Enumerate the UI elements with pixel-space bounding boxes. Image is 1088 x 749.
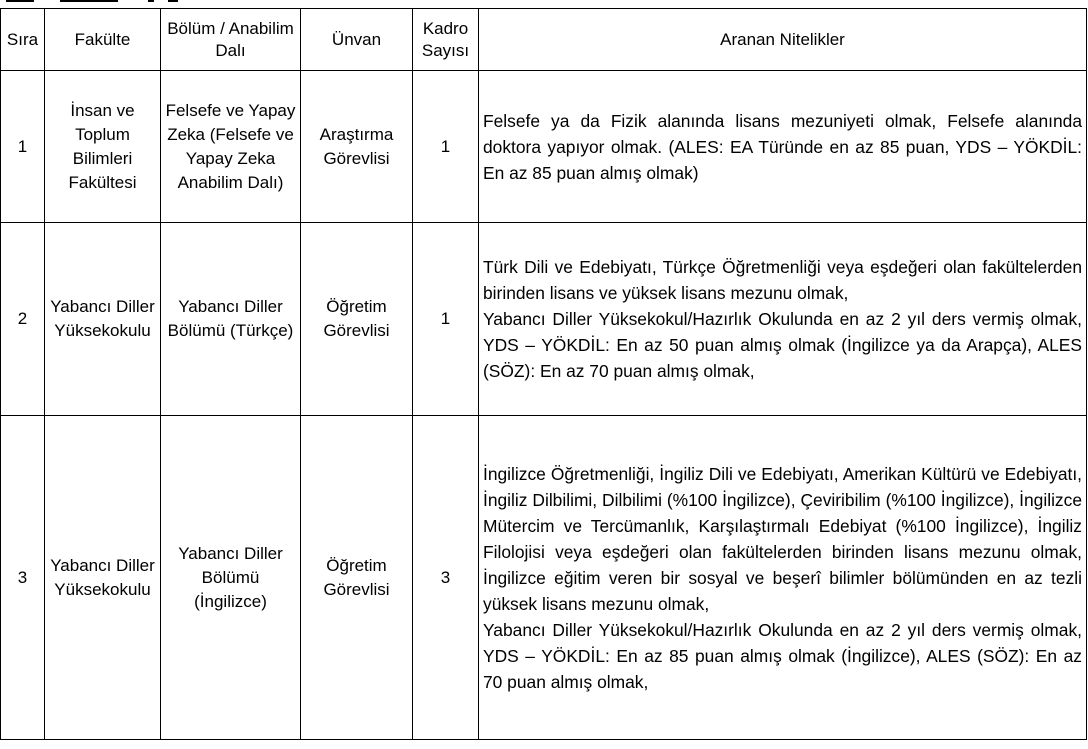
header-nitelikler: Aranan Nitelikler (479, 9, 1087, 71)
qualification-paragraph: Türk Dili ve Edebiyatı, Türkçe Öğretmenliği veya eşdeğeri olan fakültelerden birinden lisans ve yüksek lisans mezunu olmak, (483, 257, 1082, 303)
cell-unvan: Araştırma Görevlisi (301, 71, 413, 223)
cell-sira: 1 (1, 71, 45, 223)
cell-sira: 3 (1, 416, 45, 740)
table-header-row (1, 9, 1087, 71)
cell-kadro: 1 (413, 223, 479, 416)
header-kadro: Kadro Sayısı (413, 9, 479, 71)
cell-bolum: Yabancı Diller Bölümü (İngilizce) (161, 416, 301, 740)
cell-nitelikler (479, 416, 1087, 740)
qualification-paragraph: İngilizce Öğretmenliği, İngiliz Dili ve Edebiyatı, Amerikan Kültürü ve Edebiyatı, İngiliz Dilbilimi, Dilbilimi (%100 İngilizce), Çeviribilim (%100 İngilizce), İngilizce Mütercim ve Tercümanlık, Karşılaştırmalı Edebiyat (%100 İngilizce), İngiliz Filolojisi veya eşdeğeri olan fakültelerden birinden lisans mezunu olmak, İngilizce eğitim veren bir sosyal ve beşerî bilimler bölümünden en az tezli yüksek lisans mezunu olmak, (483, 463, 1082, 614)
header-bolum: Bölüm / Anabilim Dalı (161, 9, 301, 71)
table-row (1, 223, 1087, 416)
cell-unvan: Öğretim Görevlisi (301, 416, 413, 740)
cell-bolum: Felsefe ve Yapay Zeka (Felsefe ve Yapay Zeka Anabilim Dalı) (161, 71, 301, 223)
qualification-paragraph: Yabancı Diller Yüksekokul/Hazırlık Okulunda en az 2 yıl ders vermiş olmak, YDS – YÖKDİL: En az 50 puan almış olmak (İngilizce ya da Arapça), ALES (SÖZ): En az 70 puan almış olmak, (483, 309, 1082, 381)
header-unvan: Ünvan (301, 9, 413, 71)
header-sira: Sıra (1, 9, 45, 71)
cell-nitelikler (479, 71, 1087, 223)
table-row (1, 416, 1087, 740)
cell-fakulte: İnsan ve Toplum Bilimleri Fakültesi (45, 71, 161, 223)
cell-unvan: Öğretim Görevlisi (301, 223, 413, 416)
qualification-paragraph: Yabancı Diller Yüksekokul/Hazırlık Okulunda en az 2 yıl ders vermiş olmak, YDS – YÖKDİL: En az 85 puan almış olmak (İngilizce), ALES (SÖZ): En az 70 puan almış olmak, (483, 619, 1082, 692)
clipped-previous-text (0, 0, 1088, 8)
header-fakulte: Fakülte (45, 9, 161, 71)
cell-nitelikler (479, 223, 1087, 416)
cell-kadro: 1 (413, 71, 479, 223)
job-listing-table (0, 8, 1087, 740)
qualification-paragraph: Felsefe ya da Fizik alanında lisans mezuniyeti olmak, Felsefe alanında doktora yapıyor olmak. (ALES: EA Türünde en az 85 puan, YDS – YÖKDİL: En az 85 puan almış olmak) (483, 110, 1082, 183)
cell-fakulte: Yabancı Diller Yüksekokulu (45, 416, 161, 740)
cell-fakulte: Yabancı Diller Yüksekokulu (45, 223, 161, 416)
cell-sira: 2 (1, 223, 45, 416)
cell-bolum: Yabancı Diller Bölümü (Türkçe) (161, 223, 301, 416)
cell-kadro: 3 (413, 416, 479, 740)
table-row (1, 71, 1087, 223)
